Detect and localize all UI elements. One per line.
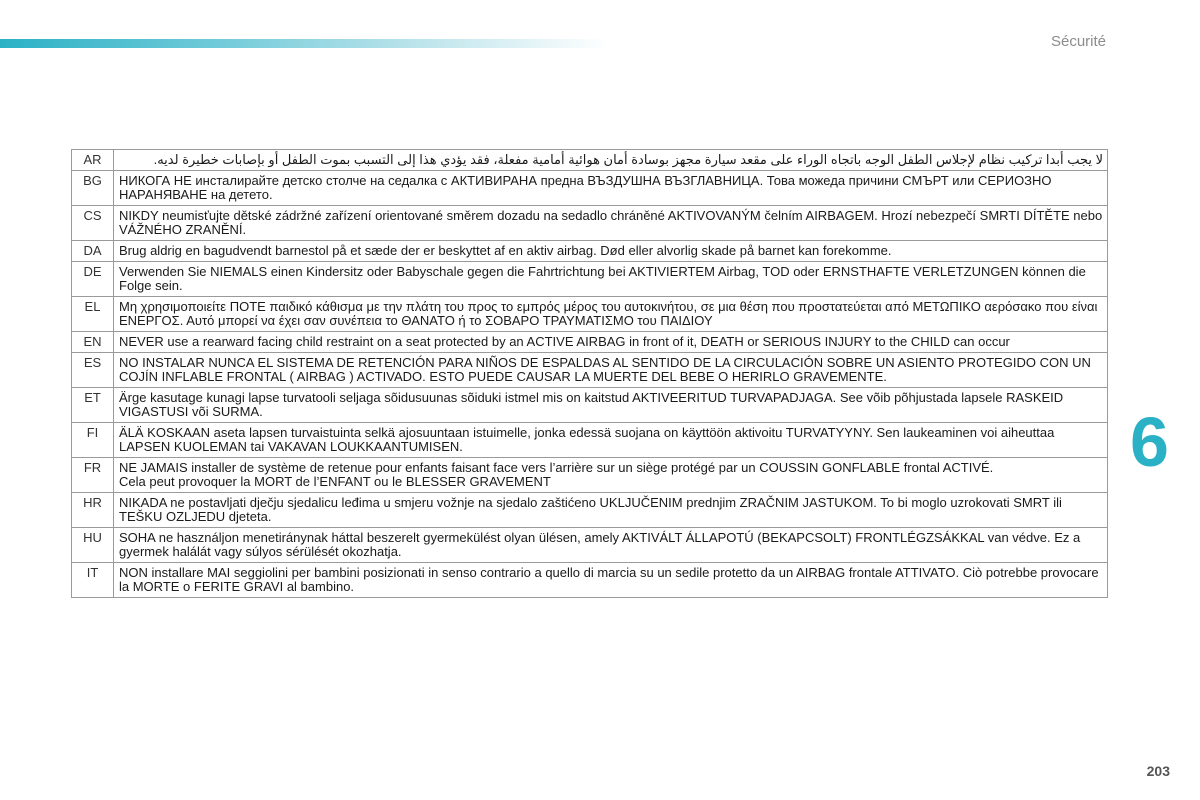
airbag-warning-table — [71, 149, 1108, 598]
language-code: EN — [72, 332, 114, 353]
warning-row-ar — [72, 150, 1108, 171]
warning-text: Brug aldrig en bagudvendt barnestol på et sæde der er beskyttet af en aktiv airbag. Død eller alvorlig skade på barnet kan forekomme. — [114, 241, 1108, 262]
language-code: IT — [72, 563, 114, 598]
warning-row-cs — [72, 206, 1108, 241]
language-code: BG — [72, 171, 114, 206]
section-title: Sécurité — [1050, 33, 1106, 50]
warning-row-hr — [72, 493, 1108, 528]
warning-row-de — [72, 262, 1108, 297]
warning-table-body — [72, 150, 1108, 598]
page-number: 203 — [1146, 763, 1170, 779]
warning-text: Μη χρησιμοποιείτε ΠΟΤΕ παιδικό κάθισμα με την πλάτη του προς το εμπρός μέρος του αυτοκινήτου, σε μια θέση που προστατεύεται από ΜΕΤΩΠΙΚΟ αερόσακο που είναι ΕΝΕΡΓΟΣ. Αυτό μπορεί να έχει σαν συνέπεια το ΘΑΝΑΤΟ ή το ΣΟΒΑΡΟ ΤΡΑΥΜΑΤΙΣΜΟ του ΠΑΙΔΙΟΥ — [114, 297, 1108, 332]
warning-row-it — [72, 563, 1108, 598]
warning-text: NIKDY neumisťujte dětské zádržné zařízení orientované směrem dozadu na sedadlo chráněné AKTIVOVANÝM čelním AIRBAGEM. Hrozí nebezpečí SMRTI DÍTĚTE nebo VÁŽNÉHO ZRANĚNÍ. — [114, 206, 1108, 241]
warning-text: NE JAMAIS installer de système de retenue pour enfants faisant face vers l’arrière sur un siège protégé par un COUSSIN GONFLABLE frontal ACTIVÉ. Cela peut provoquer la MORT de l’ENFANT ou le BLESSER GRAVEMENT — [114, 458, 1108, 493]
warning-text: NEVER use a rearward facing child restraint on a seat protected by an ACTIVE AIRBAG in front of it, DEATH or SERIOUS INJURY to the CHILD can occur — [114, 332, 1108, 353]
warning-row-bg — [72, 171, 1108, 206]
language-code: HR — [72, 493, 114, 528]
warning-row-en — [72, 332, 1108, 353]
language-code: FI — [72, 423, 114, 458]
language-code: HU — [72, 528, 114, 563]
warning-row-es — [72, 353, 1108, 388]
language-code: CS — [72, 206, 114, 241]
warning-row-et — [72, 388, 1108, 423]
warning-text: NO INSTALAR NUNCA EL SISTEMA DE RETENCIÓN PARA NIÑOS DE ESPALDAS AL SENTIDO DE LA CIRCULACIÓN SOBRE UN ASIENTO PROTEGIDO CON UN COJÍN INFLABLE FRONTAL ( AIRBAG ) ACTIVADO. ESTO PUEDE CAUSAR LA MUERTE DEL BEBE O HERIRLO GRAVEMENTE. — [114, 353, 1108, 388]
language-code: FR — [72, 458, 114, 493]
language-code: ES — [72, 353, 114, 388]
language-code: ET — [72, 388, 114, 423]
warning-text: NIKADA ne postavljati dječju sjedalicu leđima u smjeru vožnje na sjedalo zaštićeno UKLJUČENIM prednjim ZRAČNIM JASTUKOM. To bi moglo uzrokovati SMRT ili TEŠKU OZLJEDU djeteta. — [114, 493, 1108, 528]
language-code: AR — [72, 150, 114, 171]
warning-text: Verwenden Sie NIEMALS einen Kindersitz oder Babyschale gegen die Fahrtrichtung bei AKTIVIERTEM Airbag, TOD oder ERNSTHAFTE VERLETZUNGEN können die Folge sein. — [114, 262, 1108, 297]
language-code: DA — [72, 241, 114, 262]
warning-text: لا يجب أبدا تركيب نظام لإجلاس الطفل الوجه باتجاه الوراء على مقعد سيارة مجهز بوسادة أمان هوائية أمامية مفعلة، فقد يؤدي هذا إلى التسبب بموت الطفل أو بإصابات خطيرة لديه. — [114, 150, 1108, 171]
warning-row-da — [72, 241, 1108, 262]
warning-row-fi — [72, 423, 1108, 458]
language-code: EL — [72, 297, 114, 332]
warning-text: Ärge kasutage kunagi lapse turvatooli seljaga sõidusuunas sõiduki istmel mis on kaitstud AKTIVEERITUD TURVAPADJAGA. See võib põhjustada lapsele RASKEID VIGASTUSI või SURMA. — [114, 388, 1108, 423]
warning-text: НИКОГА НЕ инсталирайте детско столче на седалка с АКТИВИРАНА предна ВЪЗДУШНА ВЪЗГЛАВНИЦА. Това можеда причини СМЪРТ или СЕРИОЗНО НАРАНЯВАНЕ на детето. — [114, 171, 1108, 206]
header-accent-bar — [0, 39, 610, 48]
warning-text: ÄLÄ KOSKAAN aseta lapsen turvaistuinta selkä ajosuuntaan istuimelle, jonka edessä suojana on käyttöön aktivoitu TURVATYYNY. Sen laukeaminen voi aiheuttaa LAPSEN KUOLEMAN tai VAKAVAN LOUKKAANTUMISEN. — [114, 423, 1108, 458]
language-code: DE — [72, 262, 114, 297]
warning-text: NON installare MAI seggiolini per bambini posizionati in senso contrario a quello di marcia su un sedile protetto da un AIRBAG frontale ATTIVATO. Ciò potrebbe provocare la MORTE o FERITE GRAVI al bambino. — [114, 563, 1108, 598]
warning-row-el — [72, 297, 1108, 332]
warning-row-fr — [72, 458, 1108, 493]
chapter-number: 6 — [1130, 403, 1169, 481]
warning-text: SOHA ne használjon menetiránynak háttal beszerelt gyermekülést olyan ülésen, amely AKTIVÁLT ÁLLAPOTÚ (BEKAPCSOLT) FRONTLÉGZSÁKKAL van védve. Ez a gyermek halálát vagy súlyos sérülését okozhatja. — [114, 528, 1108, 563]
warning-row-hu — [72, 528, 1108, 563]
